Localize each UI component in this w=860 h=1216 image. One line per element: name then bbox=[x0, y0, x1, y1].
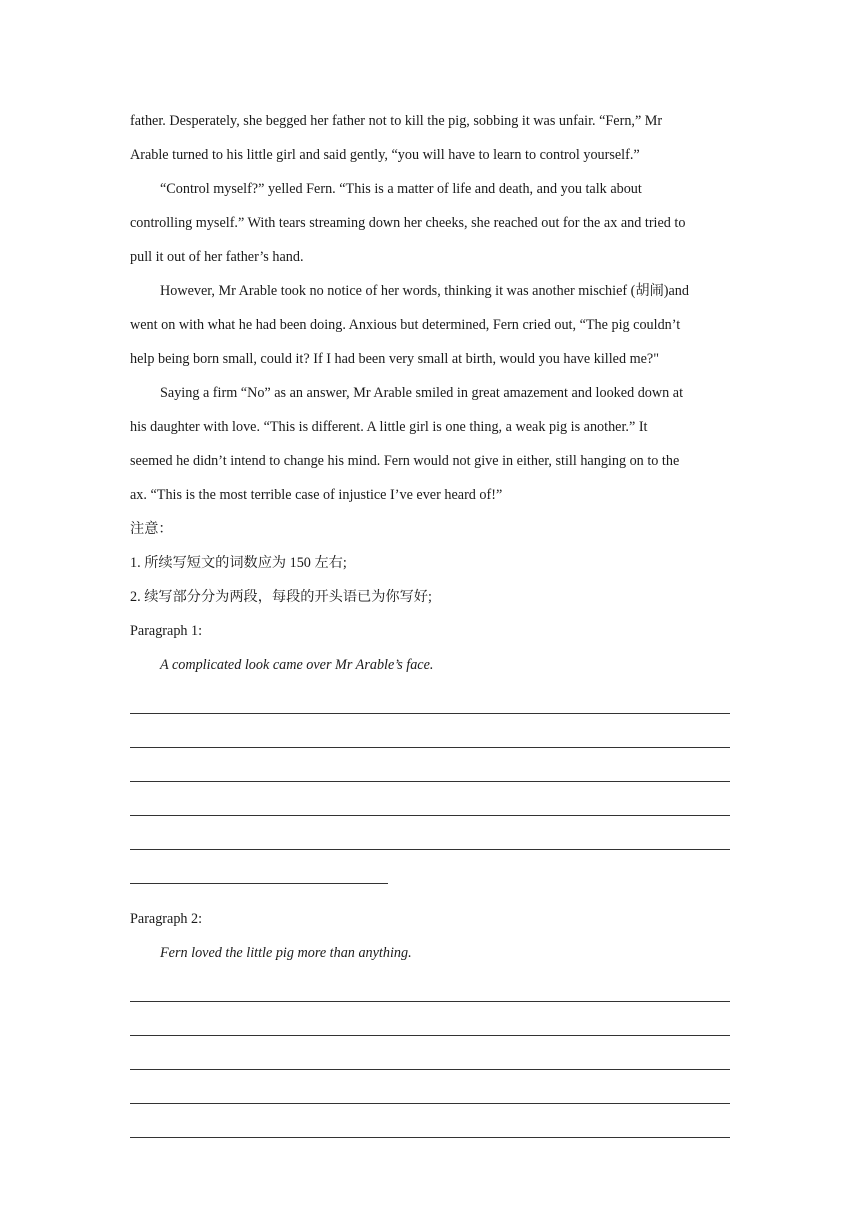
passage-line: controlling myself.” With tears streaming down her cheeks, she reached out for the ax and tried to bbox=[130, 215, 686, 231]
passage-line: ax. “This is the most terrible case of injustice I’ve ever heard of!” bbox=[130, 487, 503, 503]
paragraph1-answer-line[interactable] bbox=[130, 750, 730, 784]
story-passage bbox=[130, 104, 730, 512]
paragraph2-answer-line[interactable] bbox=[130, 1072, 730, 1106]
paragraph1-answer-line[interactable] bbox=[130, 682, 730, 716]
passage-line: his daughter with love. “This is different. A little girl is one thing, a weak pig is another.” It bbox=[130, 419, 648, 435]
paragraph1-answer-line-short[interactable] bbox=[130, 852, 730, 886]
paragraph2-answer-line[interactable] bbox=[130, 970, 730, 1004]
paragraph2-opening: Fern loved the little pig more than anything. bbox=[160, 945, 412, 961]
paragraph1-answer-line[interactable] bbox=[130, 818, 730, 852]
passage-line: help being born small, could it? If I had been very small at birth, would you have killed me?" bbox=[130, 351, 660, 367]
paragraph1-opening: A complicated look came over Mr Arable’s face. bbox=[160, 657, 434, 673]
paragraph2-answer-line[interactable] bbox=[130, 1038, 730, 1072]
passage-line: pull it out of her father’s hand. bbox=[130, 249, 304, 265]
note-item-2: 2. 续写部分分为两段，每段的开头语已为你写好; bbox=[130, 589, 432, 605]
passage-line: However, Mr Arable took no notice of her words, thinking it was another mischief (胡闹)and bbox=[160, 283, 689, 299]
passage-line: Saying a firm “No” as an answer, Mr Arable smiled in great amazement and looked down at bbox=[160, 385, 684, 401]
paragraph2-writing-area[interactable] bbox=[130, 970, 730, 1140]
note-item-1: 1. 所续写短文的词数应为 150 左右; bbox=[130, 555, 347, 571]
document-page bbox=[130, 104, 730, 1140]
paragraph2-label: Paragraph 2: bbox=[130, 911, 203, 927]
paragraph1-answer-line[interactable] bbox=[130, 784, 730, 818]
paragraph1-answer-line[interactable] bbox=[130, 716, 730, 750]
passage-line: Arable turned to his little girl and said gently, “you will have to learn to control yourself.” bbox=[130, 147, 640, 163]
notes-heading: 注意： bbox=[130, 521, 173, 537]
paragraph2-answer-line[interactable] bbox=[130, 1004, 730, 1038]
passage-line: father. Desperately, she begged her father not to kill the pig, sobbing it was unfair. “Fern,” Mr bbox=[130, 113, 663, 129]
paragraph1-writing-area[interactable] bbox=[130, 682, 730, 886]
passage-line: went on with what he had been doing. Anxious but determined, Fern cried out, “The pig couldn’t bbox=[130, 317, 681, 333]
paragraph2-answer-line[interactable] bbox=[130, 1106, 730, 1140]
section-gap bbox=[130, 886, 730, 902]
passage-line: seemed he didn’t intend to change his mind. Fern would not give in either, still hanging on to the bbox=[130, 453, 680, 469]
paragraph1-label: Paragraph 1: bbox=[130, 623, 203, 639]
passage-line: “Control myself?” yelled Fern. “This is a matter of life and death, and you talk about bbox=[160, 181, 642, 197]
